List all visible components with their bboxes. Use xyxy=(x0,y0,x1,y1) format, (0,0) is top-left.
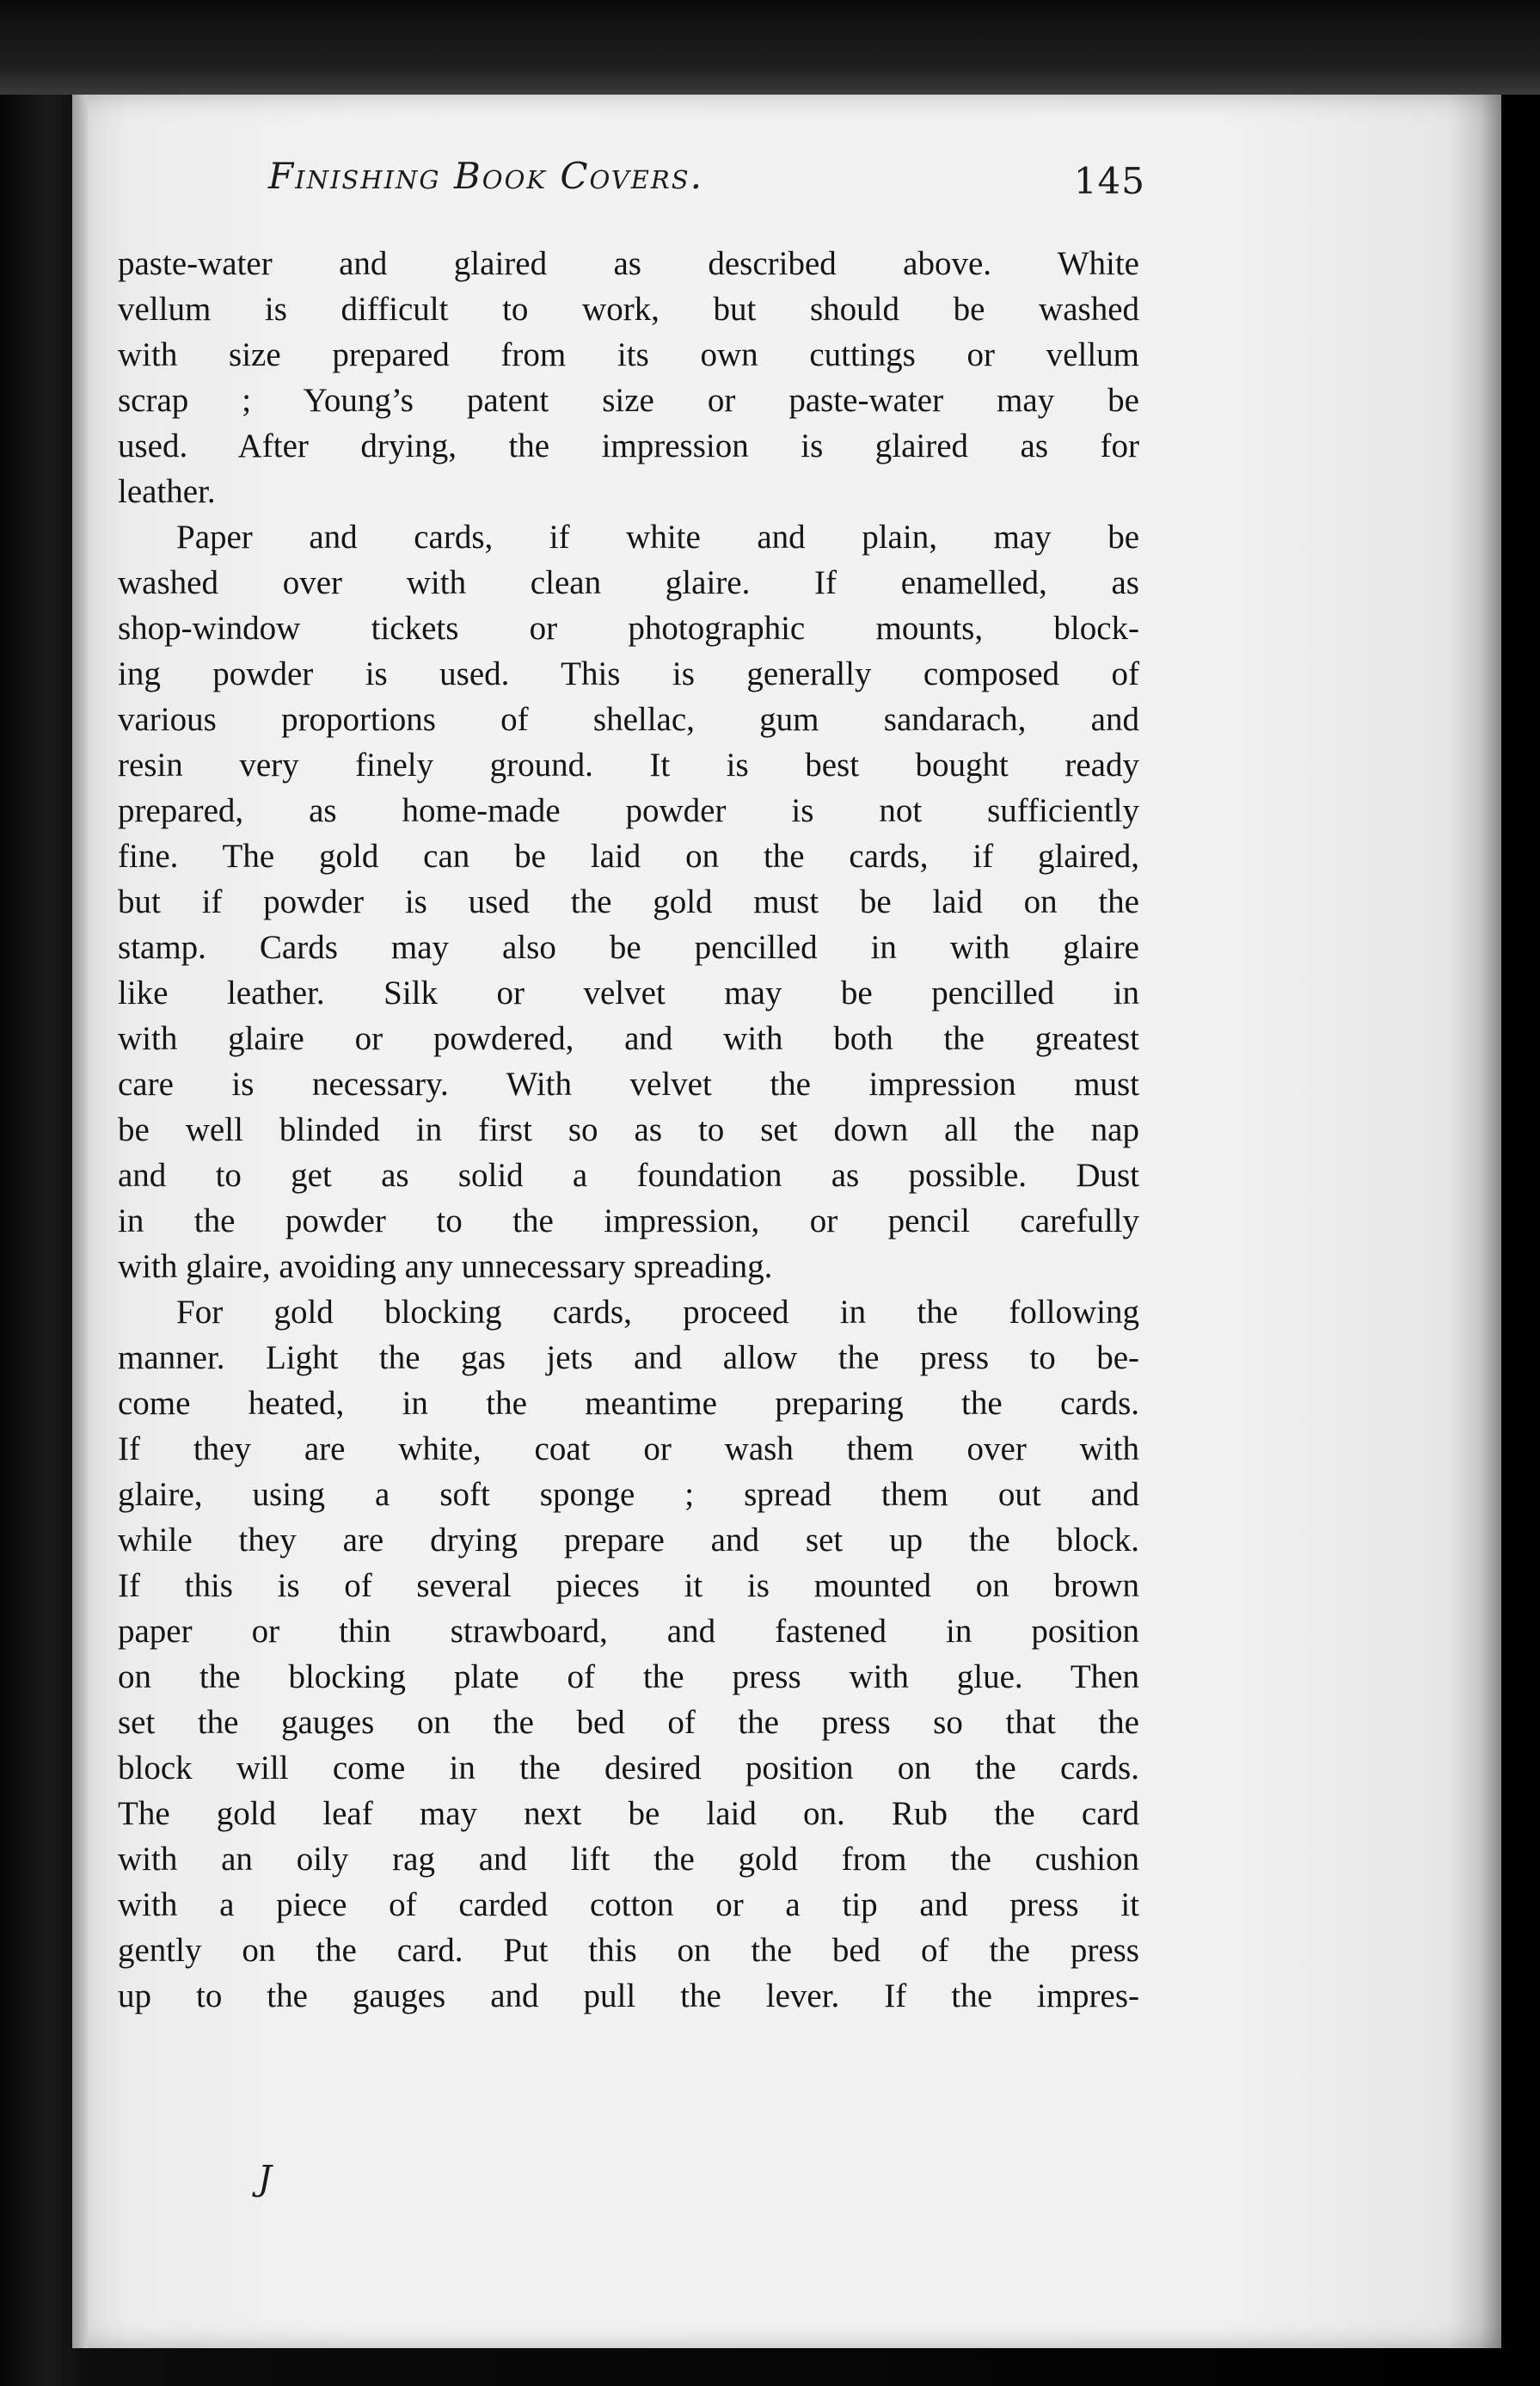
text-line: washed over with clean glaire. If enamelled, as xyxy=(118,564,1139,601)
text-line: If they are white, coat or wash them over with xyxy=(118,1430,1139,1467)
text-line: be well blinded in first so as to set down all the nap xyxy=(118,1111,1139,1148)
running-head-title: Finishing Book Covers. xyxy=(268,155,703,197)
text-line: with a piece of carded cotton or a tip and press it xyxy=(118,1886,1139,1923)
paragraph-2 xyxy=(118,514,1139,1289)
text-line: block will come in the desired position on the cards. xyxy=(118,1750,1139,1786)
text-line: resin very finely ground. It is best bought ready xyxy=(118,747,1139,784)
signature-mark: J xyxy=(258,2159,273,2198)
paragraph-1 xyxy=(118,241,1139,514)
text-line: For gold blocking cards, proceed in the following xyxy=(176,1294,1139,1331)
text-line: while they are drying prepare and set up the block. xyxy=(118,1522,1139,1559)
text-line: in the powder to the impression, or pencil carefully xyxy=(118,1202,1139,1239)
text-line: up to the gauges and pull the lever. If the impres- xyxy=(118,1977,1139,2014)
text-line: like leather. Silk or velvet may be pencilled in xyxy=(118,975,1139,1012)
text-line: vellum is difficult to work, but should be washed xyxy=(118,291,1139,328)
text-line: fine. The gold can be laid on the cards, if glaired, xyxy=(118,838,1139,875)
text-line: prepared, as home-made powder is not sufficiently xyxy=(118,792,1139,829)
text-line: with size prepared from its own cuttings or vellum xyxy=(118,336,1139,373)
paragraph-3 xyxy=(118,1289,1139,2019)
text-line: The gold leaf may next be laid on. Rub the card xyxy=(118,1795,1139,1832)
text-line: If this is of several pieces it is mounted on brown xyxy=(118,1567,1139,1604)
text-line: used. After drying, the impression is glaired as for xyxy=(118,427,1139,464)
text-line: set the gauges on the bed of the press so that the xyxy=(118,1704,1139,1741)
text-line: with glaire or powdered, and with both the greatest xyxy=(118,1020,1139,1057)
text-line: glaire, using a soft sponge ; spread them out and xyxy=(118,1476,1139,1513)
text-line: manner. Light the gas jets and allow the press to be- xyxy=(118,1339,1139,1376)
text-line: leather. xyxy=(118,473,216,510)
body-text xyxy=(118,241,1139,2019)
scan-top-edge xyxy=(0,0,1540,95)
page-number: 145 xyxy=(1073,160,1145,202)
text-line: come heated, in the meantime preparing the cards. xyxy=(118,1385,1139,1422)
text-line: ing powder is used. This is generally composed of xyxy=(118,655,1139,692)
text-line: with an oily rag and lift the gold from the cushion xyxy=(118,1841,1139,1878)
text-line: care is necessary. With velvet the impression must xyxy=(118,1066,1139,1103)
running-head xyxy=(191,155,1145,215)
text-line: stamp. Cards may also be pencilled in with glaire xyxy=(118,929,1139,966)
text-line: but if powder is used the gold must be laid on the xyxy=(118,883,1139,920)
text-line: paste-water and glaired as described above. White xyxy=(118,245,1139,282)
text-line: gently on the card. Put this on the bed of the press xyxy=(118,1932,1139,1969)
text-line: scrap ; Young’s patent size or paste-water may be xyxy=(118,382,1139,419)
page-edge-shading xyxy=(1450,95,1501,2348)
text-line: with glaire, avoiding any unnecessary spreading. xyxy=(118,1248,773,1285)
text-line: and to get as solid a foundation as possible. Dust xyxy=(118,1157,1139,1194)
text-line: Paper and cards, if white and plain, may be xyxy=(176,519,1139,556)
page-gutter xyxy=(72,95,88,2348)
text-line: on the blocking plate of the press with glue. Then xyxy=(118,1658,1139,1695)
text-line: various proportions of shellac, gum sandarach, and xyxy=(118,701,1139,738)
text-line: shop-window tickets or photographic mounts, block- xyxy=(118,610,1139,647)
text-line: paper or thin strawboard, and fastened in position xyxy=(118,1613,1139,1650)
